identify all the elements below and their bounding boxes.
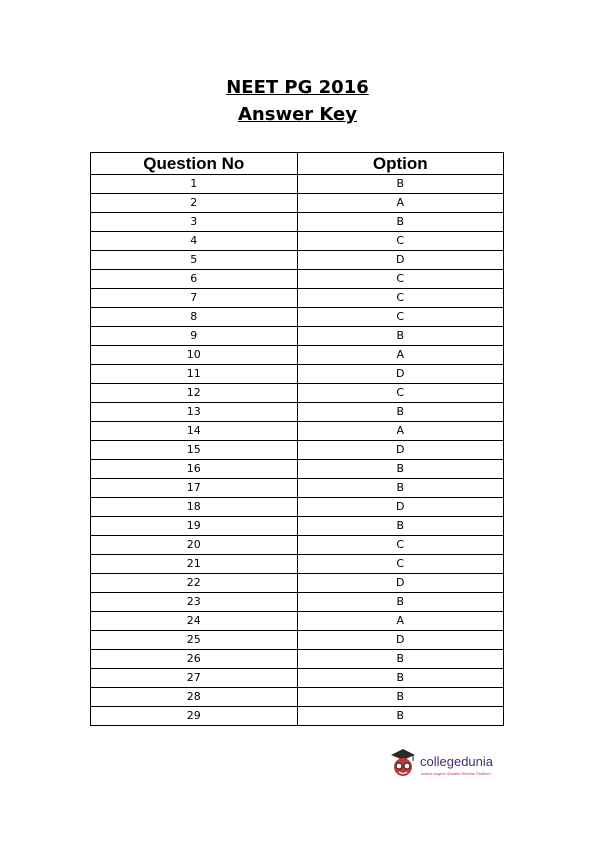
- table-row: [91, 707, 504, 726]
- table-row: [91, 688, 504, 707]
- page-subtitle: Answer Key: [237, 104, 357, 125]
- option-cell: B: [297, 327, 504, 346]
- column-header-option: Option: [297, 153, 504, 175]
- table-row: [91, 650, 504, 669]
- table-row: [91, 213, 504, 232]
- question-number-cell: 10: [91, 346, 298, 365]
- option-cell: C: [297, 270, 504, 289]
- question-number-cell: 15: [91, 441, 298, 460]
- option-cell: C: [297, 536, 504, 555]
- option-cell: B: [297, 593, 504, 612]
- table-row: [91, 384, 504, 403]
- question-number-cell: 16: [91, 460, 298, 479]
- question-number-cell: 20: [91, 536, 298, 555]
- option-cell: A: [297, 422, 504, 441]
- option-cell: B: [297, 669, 504, 688]
- table-row: [91, 270, 504, 289]
- question-number-cell: 28: [91, 688, 298, 707]
- table-row: [91, 593, 504, 612]
- option-cell: B: [297, 650, 504, 669]
- question-number-cell: 26: [91, 650, 298, 669]
- table-row: [91, 498, 504, 517]
- table-row: [91, 536, 504, 555]
- option-cell: D: [297, 498, 504, 517]
- question-number-cell: 25: [91, 631, 298, 650]
- question-number-cell: 4: [91, 232, 298, 251]
- option-cell: A: [297, 346, 504, 365]
- table-row: [91, 555, 504, 574]
- option-cell: B: [297, 707, 504, 726]
- page-title: NEET PG 2016: [226, 77, 369, 98]
- answer-key-body: [91, 175, 504, 726]
- collegedunia-logo: [388, 744, 508, 784]
- question-number-cell: 21: [91, 555, 298, 574]
- logo-wordmark: collegedunia: [420, 754, 494, 769]
- option-cell: C: [297, 384, 504, 403]
- logo-tagline: India's largest Student Review Platform: [421, 771, 491, 776]
- table-row: [91, 612, 504, 631]
- option-cell: C: [297, 232, 504, 251]
- option-cell: D: [297, 251, 504, 270]
- answer-key-table: [90, 152, 504, 726]
- question-number-cell: 29: [91, 707, 298, 726]
- table-row: [91, 403, 504, 422]
- option-cell: D: [297, 441, 504, 460]
- question-number-cell: 1: [91, 175, 298, 194]
- option-cell: B: [297, 688, 504, 707]
- table-row: [91, 289, 504, 308]
- question-number-cell: 9: [91, 327, 298, 346]
- question-number-cell: 2: [91, 194, 298, 213]
- option-cell: C: [297, 289, 504, 308]
- table-header-row: [91, 153, 504, 175]
- option-cell: B: [297, 517, 504, 536]
- question-number-cell: 14: [91, 422, 298, 441]
- table-row: [91, 422, 504, 441]
- table-row: [91, 308, 504, 327]
- table-row: [91, 365, 504, 384]
- question-number-cell: 22: [91, 574, 298, 593]
- table-row: [91, 346, 504, 365]
- question-number-cell: 13: [91, 403, 298, 422]
- question-number-cell: 19: [91, 517, 298, 536]
- question-number-cell: 17: [91, 479, 298, 498]
- table-row: [91, 460, 504, 479]
- table-row: [91, 232, 504, 251]
- option-cell: C: [297, 555, 504, 574]
- option-cell: B: [297, 460, 504, 479]
- option-cell: B: [297, 479, 504, 498]
- question-number-cell: 24: [91, 612, 298, 631]
- question-number-cell: 12: [91, 384, 298, 403]
- option-cell: A: [297, 194, 504, 213]
- option-cell: A: [297, 612, 504, 631]
- graduate-mascot-icon: [388, 746, 418, 780]
- question-number-cell: 3: [91, 213, 298, 232]
- question-number-cell: 18: [91, 498, 298, 517]
- table-row: [91, 251, 504, 270]
- option-cell: B: [297, 213, 504, 232]
- table-row: [91, 327, 504, 346]
- table-row: [91, 175, 504, 194]
- question-number-cell: 8: [91, 308, 298, 327]
- table-row: [91, 194, 504, 213]
- option-cell: D: [297, 365, 504, 384]
- table-row: [91, 574, 504, 593]
- table-row: [91, 669, 504, 688]
- option-cell: C: [297, 308, 504, 327]
- question-number-cell: 11: [91, 365, 298, 384]
- question-number-cell: 23: [91, 593, 298, 612]
- question-number-cell: 27: [91, 669, 298, 688]
- option-cell: B: [297, 175, 504, 194]
- question-number-cell: 5: [91, 251, 298, 270]
- question-number-cell: 7: [91, 289, 298, 308]
- question-number-cell: 6: [91, 270, 298, 289]
- table-row: [91, 441, 504, 460]
- table-row: [91, 517, 504, 536]
- column-header-question: Question No: [91, 153, 298, 175]
- option-cell: B: [297, 403, 504, 422]
- document-header: [0, 74, 595, 128]
- option-cell: D: [297, 574, 504, 593]
- table-row: [91, 631, 504, 650]
- option-cell: D: [297, 631, 504, 650]
- table-row: [91, 479, 504, 498]
